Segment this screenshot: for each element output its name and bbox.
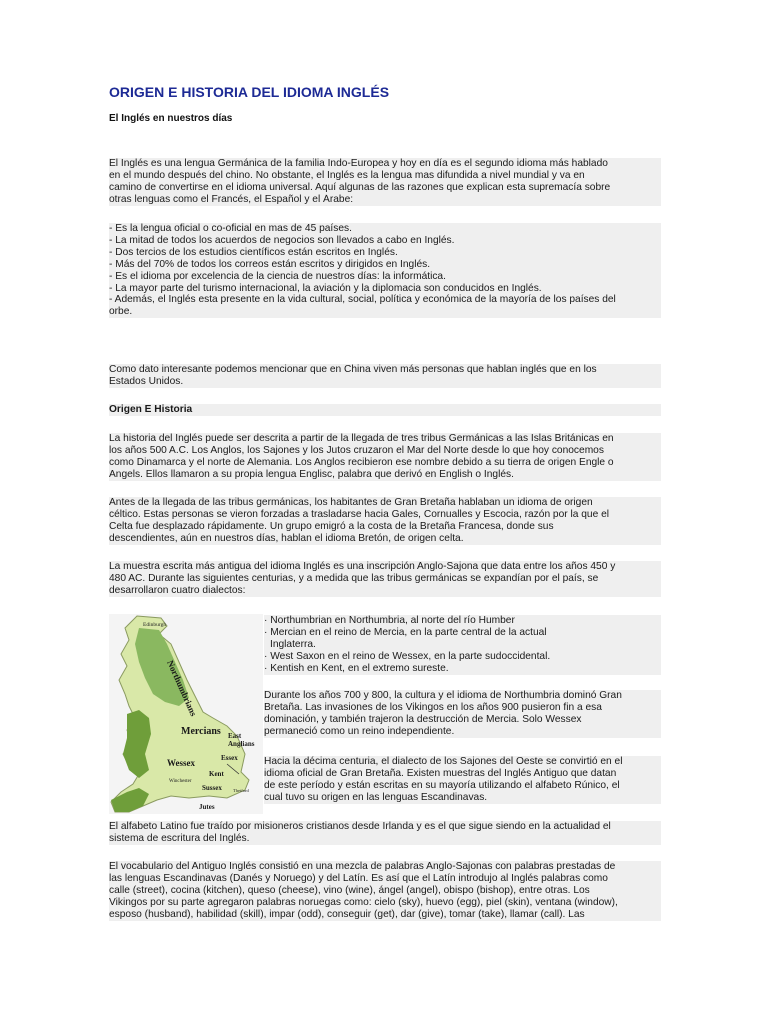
text-line: La historia del Inglés puede ser descrita a partir de la llegada de tres tribus Germánicas a las Islas Británicas en <box>109 433 614 444</box>
text-line: las lenguas Escandinavas (Danés y Noruego) y del Latín. Es así que el Latín introdujo al Inglés palabras como <box>109 872 608 884</box>
historia-paragraph-2 <box>109 497 661 545</box>
map-label-mercians: Mercians <box>181 726 221 737</box>
text-line: permaneció como un reino independiente. <box>264 725 455 737</box>
side-paragraph-1 <box>264 690 661 738</box>
text-line: Angels. Ellos llamaron a su propia lengua Englisc, palabra que derivó en English o Inglés. <box>109 468 514 480</box>
text-line: los años 500 A.C. Los Anglos, los Sajones y los Jutos cruzaron el Mar del Norte desde lo que hoy conocemos <box>109 444 604 456</box>
text-line: descendientes, aún en nuestros días, hablan el idioma Bretón, de origen celta. <box>109 532 464 544</box>
text-line: de este período y están escritas en su mayoría utilizando el alfabeto Rúnico, el <box>264 779 620 791</box>
map-graphic <box>109 614 263 814</box>
map-label-thetford: Thetford <box>233 788 249 793</box>
map-label-winchester: Winchester <box>169 779 192 784</box>
text-line: El vocabulario del Antiguo Inglés consistió en una mezcla de palabras Anglo-Sajonas con palabras prestadas de <box>109 861 616 872</box>
text-line: Celta fue desplazado rápidamente. Un grupo emigró a la costa de la Bretaña Francesa, donde sus <box>109 520 554 532</box>
section-heading-text: Origen E Historia <box>109 404 193 415</box>
text-line: Como dato interesante podemos mencionar que en China viven más personas que hablan inglés que en los <box>109 364 597 375</box>
intro-paragraph <box>109 158 661 206</box>
dialects-list <box>264 615 661 675</box>
text-line: idioma oficial de Gran Bretaña. Existen muestras del Inglés Antiguo que datan <box>264 767 617 779</box>
page-title: ORIGEN E HISTORIA DEL IDIOMA INGLÉS <box>109 84 390 100</box>
list-item: - Es la lengua oficial o co-oficial en mas de 45 países. <box>109 223 352 234</box>
map-label-edinburgh: Edinburgh <box>143 622 167 628</box>
text-line: 480 AC. Durante las siguientes centurias, y a medida que las tribus germánicas se expandían por el país, se <box>109 572 599 584</box>
reasons-list <box>109 223 661 318</box>
text-line: céltico. Estas personas se vieron forzadas a trasladarse hacia Gales, Cornualles y Escocia, razón por la que el <box>109 508 610 520</box>
list-item: orbe. <box>109 306 133 318</box>
list-item: · Mercian en el reino de Mercia, en la parte central de la actual <box>264 626 547 638</box>
text-line: otras lenguas como el Francés, el Español y el Árabe: <box>109 193 354 205</box>
map-label-jutes: Jutes <box>199 803 215 811</box>
text-line: La muestra escrita más antigua del idioma Inglés es una inscripción Anglo-Sajona que data entre los años 450 y <box>109 561 616 572</box>
side-paragraph-2 <box>264 756 661 804</box>
dato-paragraph <box>109 364 661 388</box>
map-label-kent: Kent <box>209 770 224 778</box>
map-label-wessex: Wessex <box>167 758 195 768</box>
vocabulario-paragraph <box>109 861 661 921</box>
map-label-northumbrians: Northumbrians <box>165 658 199 718</box>
anglo-saxon-map <box>109 614 263 814</box>
text-line: El Inglés es una lengua Germánica de la familia Indo-Europea y hoy en día es el segundo idioma más hablado <box>109 158 608 169</box>
map-label-sussex: Sussex <box>202 784 222 792</box>
map-label-east-anglians: East Anglians <box>228 732 255 748</box>
list-item: - La mayor parte del turismo internacional, la aviación y la diplomacia son conducidos en Inglés. <box>109 282 542 294</box>
list-item: - Es el idioma por excelencia de la ciencia de nuestros días: la informática. <box>109 270 446 282</box>
text-line: Vikingos por su parte agregaron palabras noruegas como: cielo (sky), huevo (egg), piel (skin), ventana (window), <box>109 896 618 908</box>
text-line: desarrollaron cuatro dialectos: <box>109 584 246 596</box>
section-heading <box>109 404 661 416</box>
list-item: - Dos tercios de los estudios científicos están escritos en Inglés. <box>109 246 398 258</box>
text-line: sistema de escritura del Inglés. <box>109 832 250 844</box>
text-line: Hacia la décima centuria, el dialecto de los Sajones del Oeste se convirtió en el <box>264 756 623 767</box>
section-subtitle: El Inglés en nuestros días <box>109 113 233 124</box>
text-line: dominación, y también trajeron la destrucción de Mercia. Solo Wessex <box>264 713 582 725</box>
list-item: · West Saxon en el reino de Wessex, en la parte sudoccidental. <box>264 650 551 662</box>
text-line: en el mundo después del chino. No obstante, el Inglés es la lengua mas difundida a nivel mundial y va en <box>109 169 585 181</box>
text-line: cual tuvo su origen en las lenguas Escandinavas. <box>264 791 488 803</box>
alfabeto-paragraph <box>109 821 661 845</box>
text-line: Durante los años 700 y 800, la cultura y el idioma de Northumbria dominó Gran <box>264 690 622 701</box>
text-line: calle (street), cocina (kitchen), queso (cheese), vino (wine), ángel (angel), obispo (bishop), entre otras. Los <box>109 884 590 896</box>
list-item: - Más del 70% de todos los correos están escritos y dirigidos en Inglés. <box>109 258 431 270</box>
text-line: Bretaña. Las invasiones de los Vikingos en los años 900 pusieron fin a esa <box>264 701 602 713</box>
list-item: · Northumbrian en Northumbria, al norte del río Humber <box>264 615 515 626</box>
list-item: - La mitad de todos los acuerdos de negocios son llevados a cabo en Inglés. <box>109 234 455 246</box>
text-line: Estados Unidos. <box>109 375 184 387</box>
text-line: El alfabeto Latino fue traído por misioneros cristianos desde Irlanda y es el que sigue siendo en la actualidad el <box>109 821 611 832</box>
map-label-essex: Essex <box>221 754 238 762</box>
list-item: - Además, el Inglés esta presente en la vida cultural, social, política y económica de la mayoría de los países del <box>109 294 616 306</box>
text-line: como Dinamarca y el norte de Alemania. Los Anglos recibieron ese nombre debido a su tierra de origen Engle o <box>109 456 614 468</box>
list-item: · Kentish en Kent, en el extremo sureste. <box>264 662 449 674</box>
text-line: Antes de la llegada de las tribus germánicas, los habitantes de Gran Bretaña hablaban un idioma de origen <box>109 497 593 508</box>
text-line: camino de convertirse en el idioma universal. Aquí algunas de las razones que explican esta supremacía sobre <box>109 181 611 193</box>
historia-paragraph-1 <box>109 433 661 481</box>
historia-paragraph-3 <box>109 561 661 597</box>
text-line: esposo (husband), habilidad (skill), impar (odd), conseguir (get), dar (give), tomar (take), llamar (call). Las <box>109 908 585 920</box>
list-item: Inglaterra. <box>270 638 316 650</box>
